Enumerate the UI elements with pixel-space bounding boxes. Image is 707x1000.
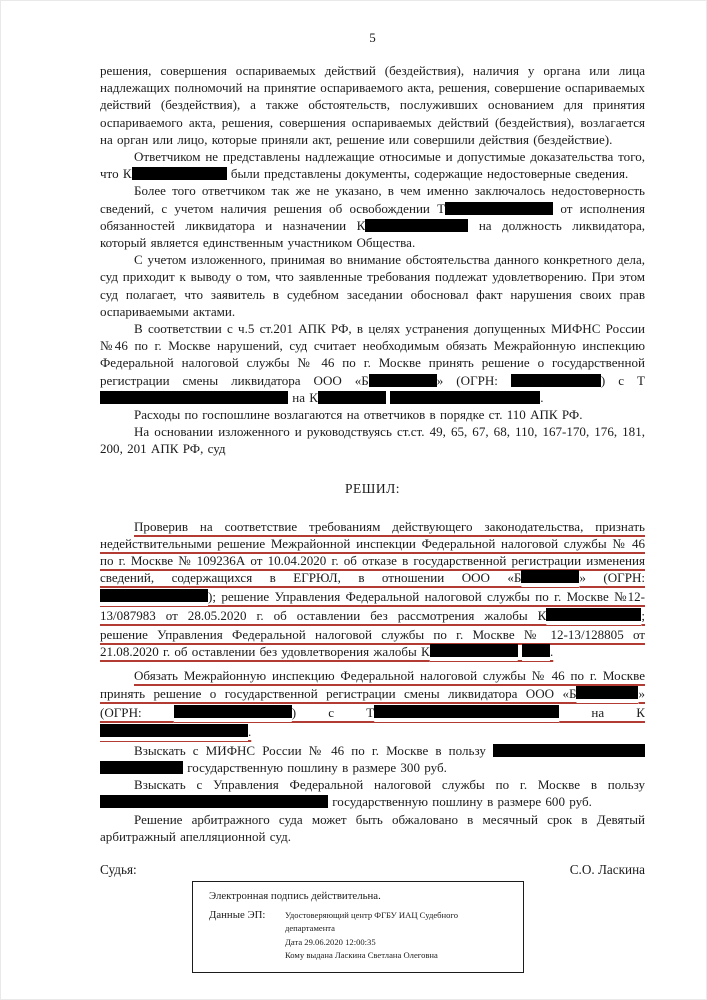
page-number: 5 [369,30,376,45]
paragraph: Обязать Межрайонную инспекцию Федеральной налоговой службы № 46 по г. Москве принять решение о государственной регистрации смены ликвидатора ООО «Б » (ОГРН: ) с Т на К. [100,667,645,741]
redaction-bar [174,705,292,723]
redaction-bar [521,570,579,588]
redaction-bar [445,202,553,215]
redaction-bar [576,686,638,704]
stamp-details [285,909,490,962]
redaction-bar [365,219,468,232]
redaction-bar [374,705,559,723]
paragraph: решения, совершения оспариваемых действий (бездействия), наличия у органа или лица надлежащих полномочий на принятие оспариваемого акта, решения, совершение оспариваемых действий (бездействия), а также обстоятельств, послуживших основанием для принятия оспариваемого акта, решения, совершения оспариваемых действий (бездействия), возлагается на орган или лицо, которые приняли акт, решение или совершили действия (бездействие). [100,63,645,147]
paragraph: Более того ответчиком так же не указано, в чем именно заключалось недостоверность сведений, с учетом наличия решения об освобождении Т от исполнения обязанностей ликвидатора и назначении К на должность ликвидатора, который является единственным участником Общества. [100,183,646,251]
redaction-bar [522,644,550,662]
paragraph: Взыскать с Управления Федеральной налоговой службы по г. Москве в пользу государственную пошлину в размере 600 руб. [100,776,645,810]
signature-row [100,862,645,878]
redaction-bar [493,744,645,757]
stamp-data-label: Данные ЭП: [209,908,266,921]
decision-heading: РЕШИЛ: [344,480,401,496]
judge-name: С.О. Ласкина [569,861,645,877]
electronic-signature-stamp [192,881,524,973]
redaction-bar [100,724,248,742]
paragraph: Взыскать с МИФНС России № 46 по г. Москве в пользу государственную пошлину в размере 300 руб. [100,742,645,776]
redaction-bar [100,391,288,404]
redaction-bar [430,644,518,662]
judge-label: Судья: [100,861,137,877]
redaction-bar [100,761,183,774]
paragraphs-after-decision [100,518,645,845]
paragraph: Проверив на соответствие требованиям действующего законодательства, признать недействительными решение Межрайонной инспекции Федеральной налоговой службы № 46 по г. Москве № 109236А от 10.04.2020 г. об отказе в государственной регистрации изменения сведений, содержащихся в ЕГРЮЛ, в отношении ООО «Б » (ОГРН: ); решение Управления Федеральной налоговой службы по г. Москве №12-13/087983 от 28.05.2020 г. об оставлении без рассмотрения жалобы К ; решение Управления Федеральной налоговой службы по г. Москве № 12-13/128805 от 21.08.2020 г. об оставлении без удовлетворения жалобы К . [100,518,645,663]
paragraph: С учетом изложенного, принимая во внимание обстоятельства данного конкретного дела, суд приходит к выводу о том, что заявленные требования подлежат удовлетворению. При этом суд полагает, что заявитель в судебном заседании обосновал факт нарушения своих прав оспариваемыми актами. [100,252,645,319]
redaction-bar [100,589,208,607]
stamp-detail-date: Дата 29.06.2020 12:00:35 [285,936,376,947]
redaction-bar [132,167,227,180]
paragraph: На основании изложенного и руководствуясь ст.ст. 49, 65, 67, 68, 110, 167-170, 176, 181, 200, 201 АПК РФ, суд [100,424,645,457]
redaction-bar [369,374,437,387]
stamp-detail-owner: Кому выдана Ласкина Светлана Олеговна [285,949,438,960]
redaction-bar [390,391,540,404]
stamp-validity-text: Электронная подпись действительна. [209,889,381,902]
paragraph: Ответчиком не представлены надлежащие относимые и допустимые доказательства того, что К были представлены документы, содержащие недостоверные сведения. [100,149,645,182]
paragraph: Расходы по госпошлине возлагаются на ответчиков в порядке ст. 110 АПК РФ. [134,407,583,423]
stamp-detail-issuer: Удостоверяющий центр ФГБУ ИАЦ Судебного департамента [285,909,459,934]
paragraph: Решение арбитражного суда может быть обжаловано в месячный срок в Девятый арбитражный апелляционной суд. [100,811,645,844]
stamp-data-row [209,909,513,962]
redaction-bar [511,374,601,387]
paragraph: В соответствии с ч.5 ст.201 АПК РФ, в целях устранения допущенных МИФНС России №46 по г. Москве нарушений, суд считает необходимым обязать Межрайонную инспекцию Федеральной налоговой службы № 46 по г. Москве принять решение о государственной регистрации смены ликвидатора ООО «Б » (ОГРН: ) с Т на К . [100,321,645,405]
paragraphs-before-decision [100,62,645,458]
redaction-bar [318,391,386,404]
redaction-bar [546,608,641,626]
redaction-bar [100,795,328,808]
